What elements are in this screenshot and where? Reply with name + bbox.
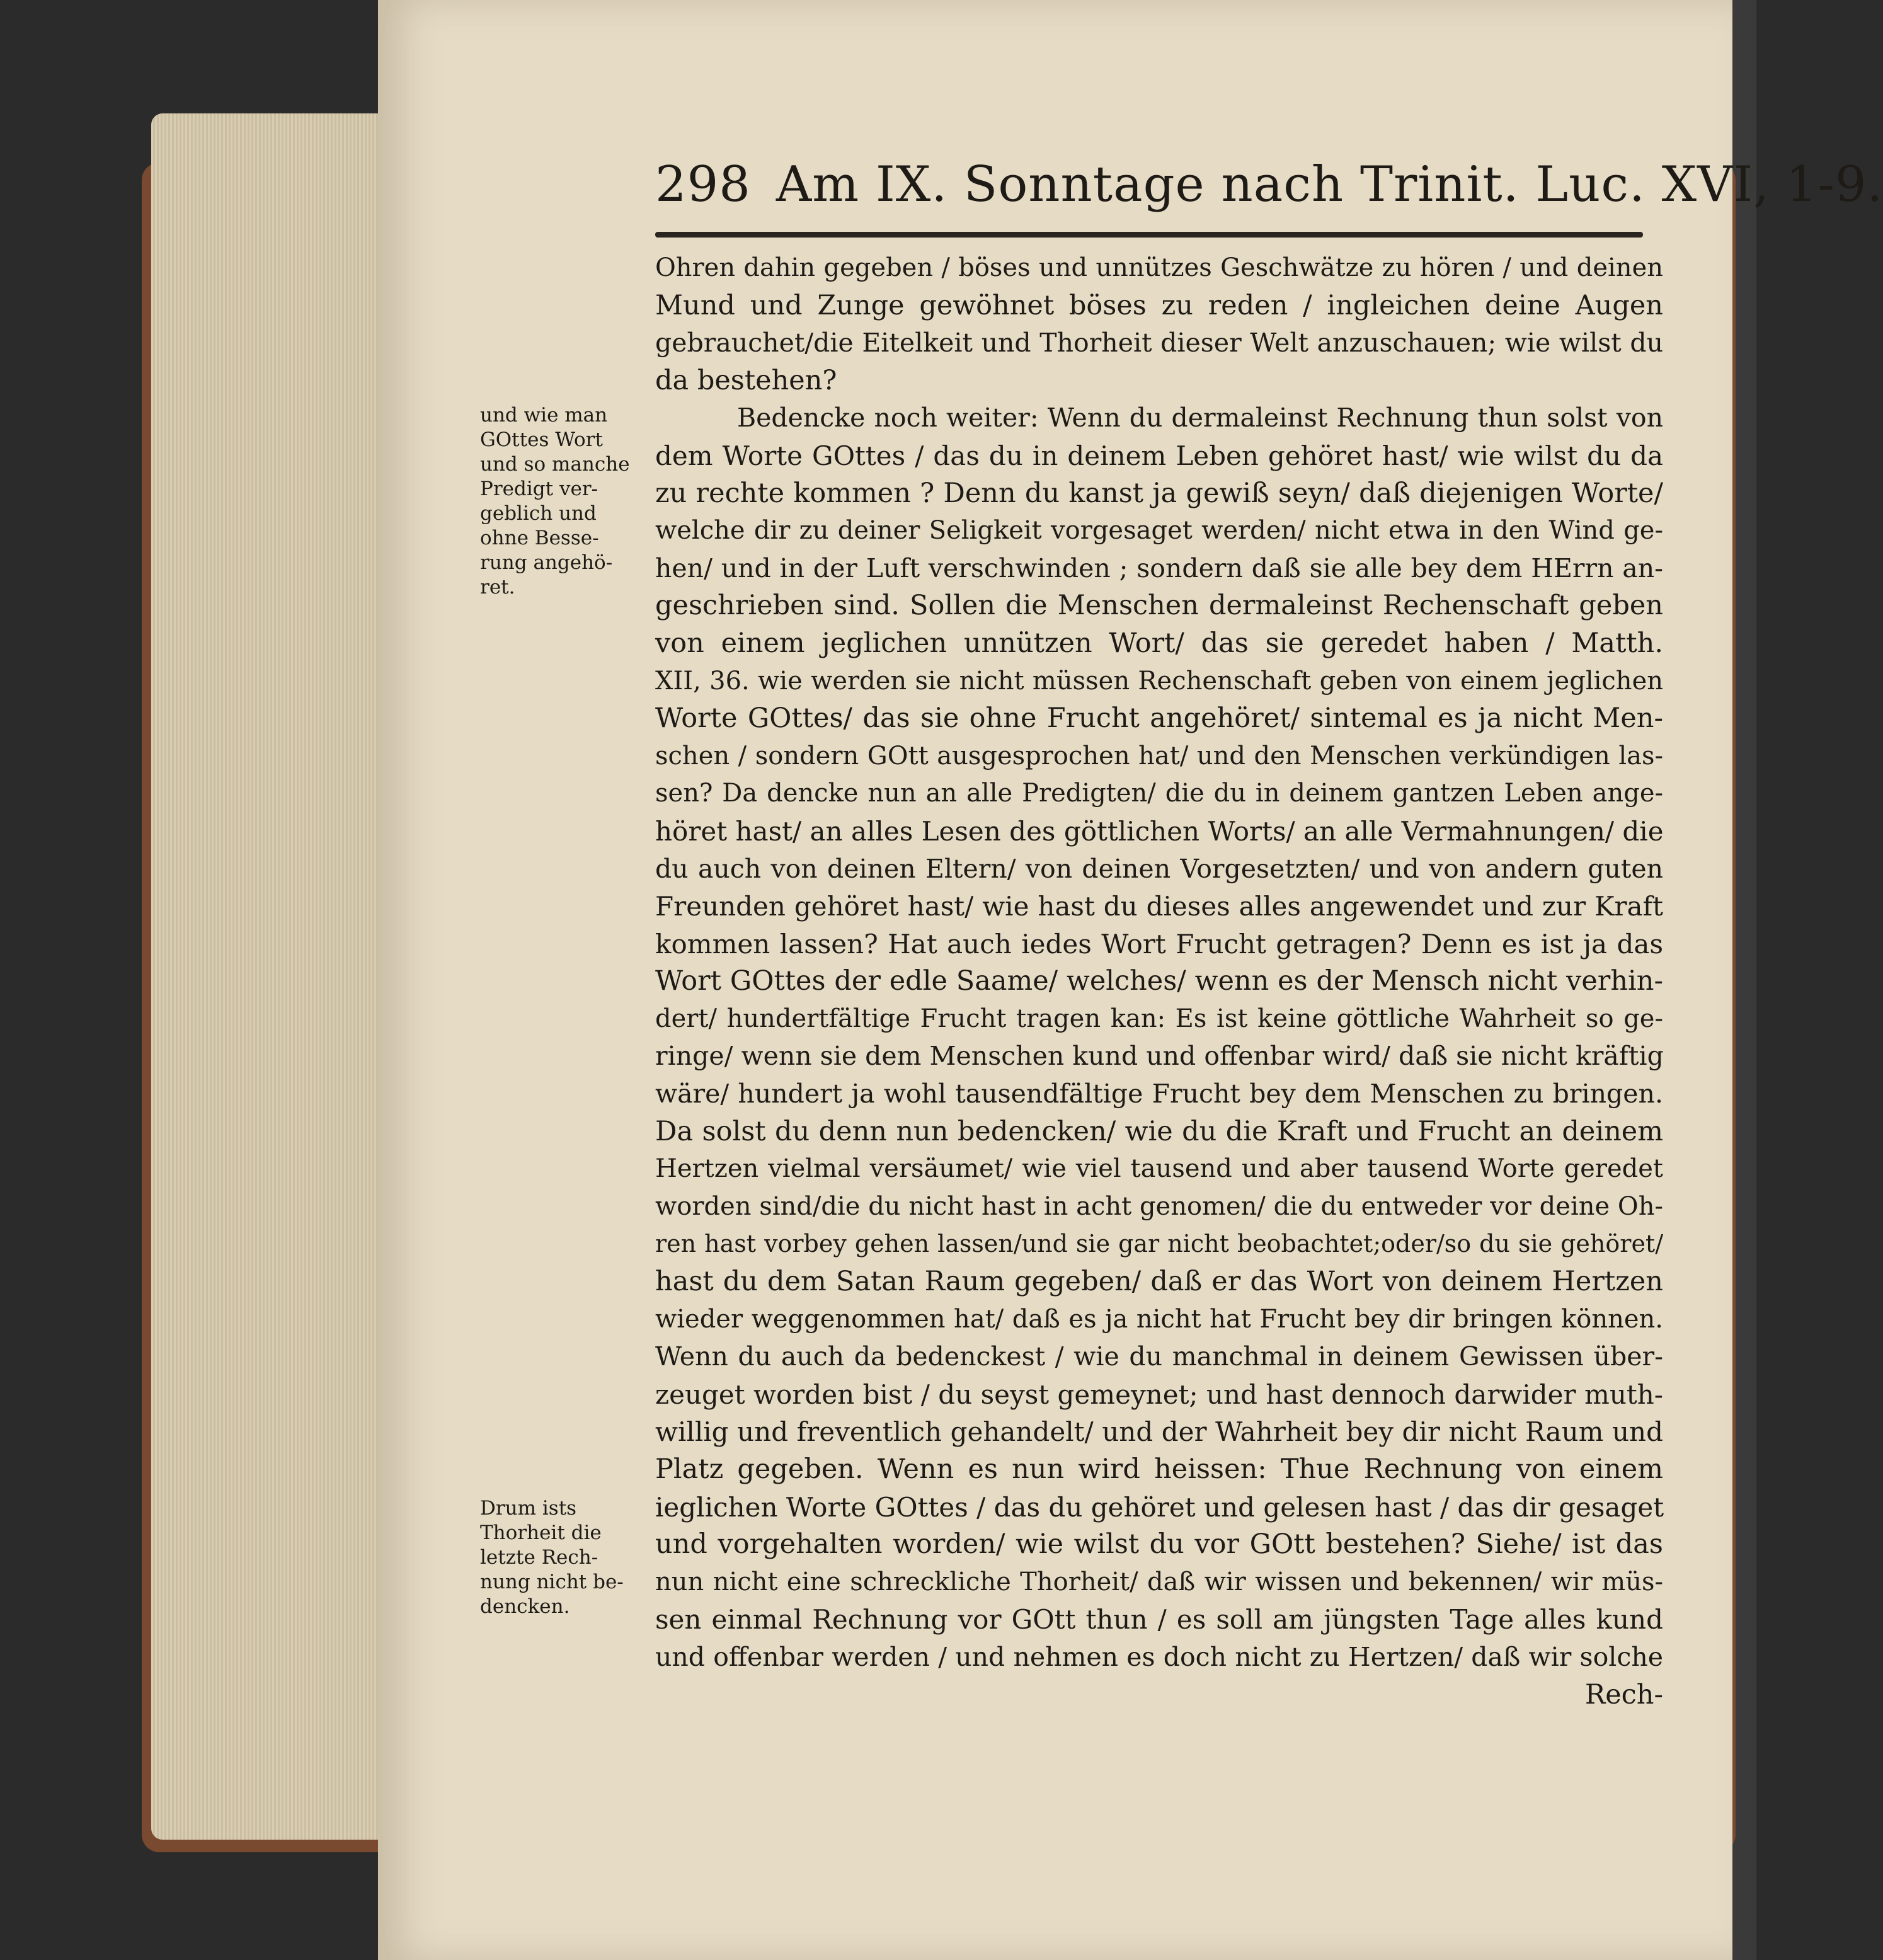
body-line: welche dir zu deiner Seligkeit vorgesaget werden/ nicht etwa in den Wind ge- xyxy=(655,516,1663,546)
body-line: da bestehen? xyxy=(655,364,837,396)
body-line: zu rechte kommen ? Denn du kanst ja gewiß seyn/ daß diejenigen Worte/ xyxy=(655,477,1663,509)
body-line: dert/ hundertfältige Frucht tragen kan: Es ist keine göttliche Wahrheit so ge- xyxy=(655,1004,1663,1033)
body-line: Hertzen vielmal versäumet/ wie viel tausend und aber tausend Worte geredet xyxy=(655,1154,1663,1184)
body-line: Rech- xyxy=(1584,1678,1663,1711)
body-line: sen? Da dencke nun an alle Predigten/ die du in deinem gantzen Leben ange- xyxy=(655,779,1663,808)
margin-note-line: und so manche xyxy=(480,453,630,476)
body-line: nun nicht eine schreckliche Thorheit/ daß wir wissen und bekennen/ wir müs- xyxy=(655,1567,1663,1596)
margin-note-line: letzte Rech- xyxy=(480,1546,598,1569)
margin-note-line: ret. xyxy=(480,576,515,599)
margin-note-1 xyxy=(480,403,650,600)
body-line: Freunden gehöret hast/ wie hast du dieses alles angewendet und zur Kraft xyxy=(655,891,1663,922)
body-line: höret hast/ an alles Lesen des göttlichen Worts/ an alle Vermahnungen/ die xyxy=(655,815,1664,847)
margin-note-line: Thorheit die xyxy=(480,1522,602,1544)
body-text xyxy=(655,249,1663,1714)
body-line: sen einmal Rechnung vor GOtt thun / es soll am jüngsten Tage alles kund xyxy=(655,1604,1663,1636)
body-line: dem Worte GOttes / das du in deinem Leben gehöret hast/ wie wilst du da xyxy=(655,440,1663,471)
body-line: zeuget worden bist / du seyst gemeynet; und hast dennoch darwider muth- xyxy=(655,1378,1663,1410)
body-line: Worte GOttes/ das sie ohne Frucht angehöret/ sintemal es ja nicht Men- xyxy=(655,702,1663,735)
margin-note-line: Predigt ver- xyxy=(480,478,598,500)
body-line: du auch von deinen Eltern/ von deinen Vorgesetzten/ und von andern guten xyxy=(655,853,1663,884)
body-line: Platz gegeben. Wenn es nun wird heissen: Thue Rechnung von einem xyxy=(655,1453,1663,1485)
body-line: Bedencke noch weiter: Wenn du dermaleinst Rechnung thun solst von xyxy=(737,403,1663,433)
body-line: Ohren dahin gegeben / böses und unnützes Geschwätze zu hören / und deinen xyxy=(655,253,1663,282)
margin-note-line: nung nicht be- xyxy=(480,1571,624,1593)
body-line: Wenn du auch da bedenckest / wie du manchmal in deinem Gewissen über- xyxy=(655,1341,1663,1372)
body-line: hen/ und in der Luft verschwinden ; sondern daß sie alle bey dem HErrn an- xyxy=(655,553,1663,583)
margin-note-line: ohne Besse- xyxy=(480,527,599,549)
running-head xyxy=(655,150,1883,219)
margin-note-line: rung angehö- xyxy=(480,551,613,574)
body-line: willig und freventlich gehandelt/ und der Wahrheit bey dir nicht Raum und xyxy=(655,1416,1663,1448)
margin-note-line: geblich und xyxy=(480,502,597,525)
body-line: hast du dem Satan Raum gegeben/ daß er das Wort von deinem Hertzen xyxy=(655,1266,1663,1298)
body-line: Da solst du denn nun bedencken/ wie du die Kraft und Frucht an deinem xyxy=(655,1115,1663,1147)
body-line: worden sind/die du nicht hast in acht genomen/ die du entweder vor deine Oh- xyxy=(655,1191,1663,1221)
body-line: ieglichen Worte GOttes / das du gehöret und gelesen hast / das dir gesaget xyxy=(655,1491,1664,1523)
margin-note-2 xyxy=(480,1496,650,1619)
body-line: wieder weggenommen hat/ daß es ja nicht hat Frucht bey dir bringen können. xyxy=(655,1304,1663,1334)
page-title: Am IX. Sonntage nach Trinit. Luc. XVI, 1-9. xyxy=(776,156,1883,213)
body-line: ren hast vorbey gehen lassen/und sie gar nicht beobachtet;oder/so du sie gehöret/ xyxy=(655,1230,1663,1258)
body-line: wäre/ hundert ja wohl tausendfältige Frucht bey dem Menschen zu bringen. xyxy=(655,1079,1663,1109)
margin-note-line: und wie man xyxy=(480,404,608,427)
body-line: geschrieben sind. Sollen die Menschen dermaleinst Rechenschaft geben xyxy=(655,590,1663,622)
header-rule xyxy=(655,232,1643,238)
margin-note-line: GOttes Wort xyxy=(480,428,603,451)
body-line: ringe/ wenn sie dem Menschen kund und offenbar wird/ daß sie nicht kräftig xyxy=(655,1041,1664,1072)
margin-note-line: Drum ists xyxy=(480,1497,577,1520)
body-line: und vorgehalten worden/ wie wilst du vor GOtt bestehen? Siehe/ ist das xyxy=(655,1528,1663,1561)
body-line: Mund und Zunge gewöhnet böses zu reden / ingleichen deine Augen xyxy=(655,289,1663,321)
body-line: XII, 36. wie werden sie nicht müssen Rechenschaft geben von einem jeglichen xyxy=(655,666,1663,696)
body-line: schen / sondern GOtt ausgesprochen hat/ und den Menschen verkündigen las- xyxy=(655,741,1663,771)
body-line: kommen lassen? Hat auch iedes Wort Frucht getragen? Denn es ist ja das xyxy=(655,928,1663,960)
body-line: gebrauchet/die Eitelkeit und Thorheit dieser Welt anzuschauen; wie wilst du xyxy=(655,328,1663,358)
page-number: 298 xyxy=(655,156,751,213)
body-line: Wort GOttes der edle Saame/ welches/ wenn es der Mensch nicht verhin- xyxy=(655,965,1663,997)
body-line: und offenbar werden / und nehmen es doch nicht zu Hertzen/ daß wir solche xyxy=(655,1641,1663,1672)
margin-note-line: dencken. xyxy=(480,1595,570,1618)
body-line: von einem jeglichen unnützen Wort/ das sie geredet haben / Matth. xyxy=(655,627,1663,659)
